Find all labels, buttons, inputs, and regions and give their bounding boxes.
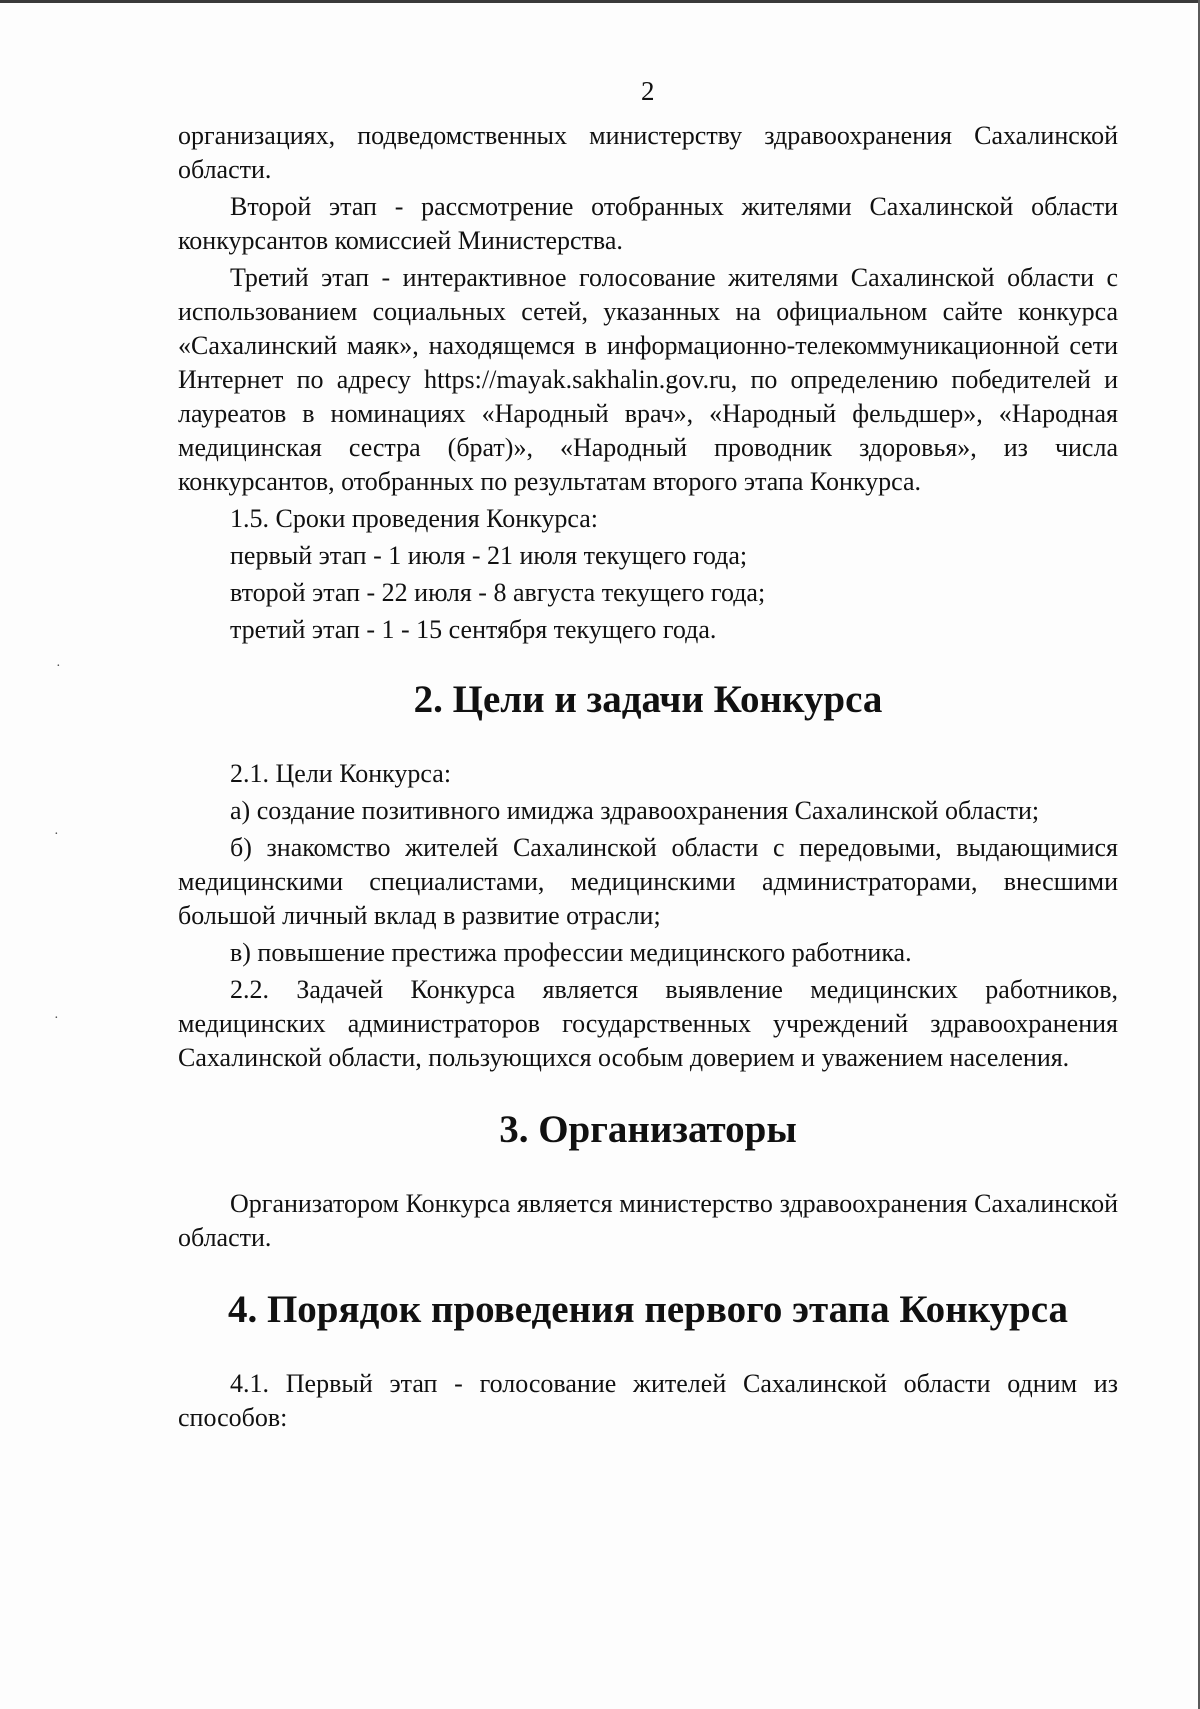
- terms-stage-3: третий этап - 1 - 15 сентября текущего года.: [230, 615, 717, 644]
- first-stage-paragraph: 4.1. Первый этап - голосование жителей Сахалинской области одним из способов:: [178, 1369, 1118, 1432]
- terms-stage-2: второй этап - 22 июля - 8 августа текущего года;: [230, 578, 766, 607]
- scan-border-top: [0, 0, 1200, 3]
- goals-title: 2.1. Цели Конкурса:: [230, 759, 452, 788]
- page-number: 2: [641, 76, 655, 106]
- section-heading-organizers: 3. Организаторы: [499, 1108, 797, 1151]
- organizers-paragraph: Организатором Конкурса является министерство здравоохранения Сахалинской области.: [178, 1189, 1118, 1252]
- section-heading-goals: 2. Цели и задачи Конкурса: [413, 678, 883, 721]
- paragraph-second-stage: Второй этап - рассмотрение отобранных жителями Сахалинской области конкурсантов комиссией Министерства.: [178, 192, 1118, 255]
- goal-c: в) повышение престижа профессии медицинского работника.: [230, 938, 912, 967]
- paragraph-third-stage: Третий этап - интерактивное голосование жителями Сахалинской области с использованием социальных сетей, указанных на официальном сайте конкурса «Сахалинский маяк», находящемся в информационно-телекоммуникационной сети Интернет по адресу https://mayak.sakhalin.gov.ru, по определению победителей и лауреатов в номинациях «Народный врач», «Народный фельдшер», «Народная медицинская сестра (брат)», «Народный проводник здоровья», из числа конкурсантов, отобранных по результатам второго этапа Конкурса.: [178, 263, 1118, 496]
- task-paragraph: 2.2. Задачей Конкурса является выявление медицинских работников, медицинских администраторов государственных учреждений здравоохранения Сахалинской области, пользующихся особым доверием и уважением населения.: [178, 975, 1118, 1072]
- terms-title: 1.5. Сроки проведения Конкурса:: [230, 504, 599, 533]
- goal-b: б) знакомство жителей Сахалинской области с передовыми, выдающимися медицинскими специалистами, медицинскими администраторами, внесшими большой личный вклад в развитие отрасли;: [178, 833, 1118, 930]
- paragraph-continuation: организациях, подведомственных министерству здравоохранения Сахалинской области.: [178, 121, 1118, 184]
- terms-stage-1: первый этап - 1 июля - 21 июля текущего года;: [230, 541, 748, 570]
- section-heading-first-stage-procedure: 4. Порядок проведения первого этапа Конкурса: [227, 1288, 1069, 1331]
- scan-speck: ·: [54, 827, 59, 842]
- scan-speck: ·: [56, 659, 61, 674]
- goal-a: а) создание позитивного имиджа здравоохранения Сахалинской области;: [230, 796, 1040, 825]
- document-body: [178, 119, 1118, 1435]
- scan-speck: ·: [54, 1011, 59, 1026]
